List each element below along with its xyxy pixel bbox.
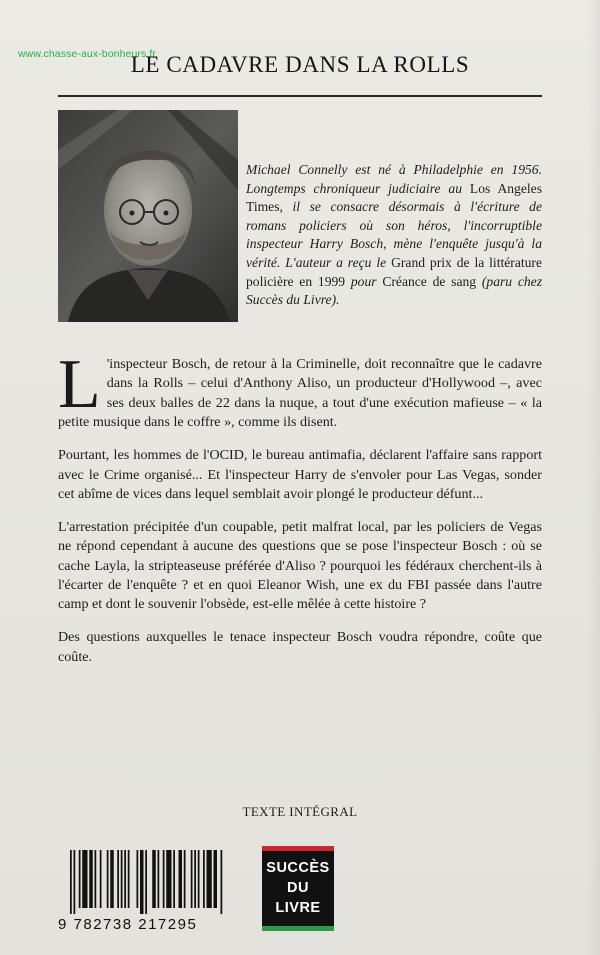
texte-integral-label: TEXTE INTÉGRAL bbox=[242, 804, 358, 819]
barcode-bar bbox=[79, 850, 81, 908]
cover-edge-shadow bbox=[586, 0, 600, 955]
barcode-bar bbox=[100, 850, 102, 908]
barcode-bar bbox=[137, 850, 139, 908]
barcode-bar bbox=[221, 850, 223, 914]
author-photo bbox=[58, 110, 238, 322]
logo-red-stripe bbox=[262, 846, 334, 851]
barcode-bar bbox=[128, 850, 130, 908]
barcode-bar bbox=[82, 850, 87, 908]
barcode-bar bbox=[74, 850, 76, 914]
barcode-bar bbox=[158, 850, 160, 908]
barcode-bar bbox=[163, 850, 165, 908]
barcode-bar bbox=[140, 850, 144, 914]
synopsis-paragraph-2: Pourtant, les hommes de l'OCID, le bureau antimafia, déclarent l'affaire sans rapport avec le Crime organisé... Et l'inspecteur Harry de s'envoler pour Las Vegas, sonder cet abîme de vices dans lequel semblait avoir plongé le producteur défunt... bbox=[58, 447, 542, 502]
bio-newspaper: Los Angeles Times bbox=[246, 180, 542, 215]
barcode-bar bbox=[152, 850, 156, 908]
barcode-bar bbox=[207, 850, 212, 908]
barcode-bar bbox=[89, 850, 93, 908]
barcode-bar bbox=[110, 850, 114, 908]
barcode-bar bbox=[166, 850, 171, 908]
logo-line-1: SUCCÈS bbox=[266, 860, 330, 876]
synopsis bbox=[58, 346, 542, 681]
bio-text-4: (paru chez Succès du Livre). bbox=[246, 273, 542, 308]
barcode-bar bbox=[95, 850, 97, 908]
logo-line-2: DU bbox=[287, 880, 309, 896]
barcode-bar bbox=[191, 850, 193, 908]
bio-text-1: Michael Connelly est né à Philadelphie en 1956. Longtemps chroniqueur judiciaire au bbox=[246, 162, 542, 196]
barcode-bar bbox=[194, 850, 196, 908]
title-divider bbox=[58, 95, 542, 97]
author-portrait-image bbox=[58, 110, 238, 322]
barcode-bars bbox=[56, 850, 226, 914]
barcode-bar bbox=[203, 850, 205, 908]
barcode-bar bbox=[214, 850, 218, 908]
logo-line-3: LIVRE bbox=[275, 900, 321, 916]
barcode-bar bbox=[198, 850, 200, 908]
barcode-bar bbox=[179, 850, 183, 908]
watermark-url: www.chasse-aux-bonheurs.fr bbox=[18, 48, 156, 60]
barcode-bar bbox=[70, 850, 72, 914]
barcode-bar bbox=[184, 850, 186, 908]
barcode-bar bbox=[145, 850, 147, 914]
logo-text bbox=[262, 858, 334, 918]
bio-award: Grand prix de la littérature policière en 1999 bbox=[246, 254, 542, 289]
author-bio bbox=[246, 161, 542, 310]
logo-green-stripe bbox=[262, 926, 334, 931]
barcode-bar bbox=[124, 850, 126, 908]
bio-text-2: , il se consacre désormais à l'écriture de romans policiers où son héros, l'incorruptible inspecteur Harry Bosch, mène l'enquête jusqu'à la vérité. L'auteur a reçu le bbox=[246, 199, 542, 270]
bio-text-3: pour bbox=[350, 273, 377, 289]
publisher-logo bbox=[262, 846, 334, 931]
isbn-number: 9 782738 217295 bbox=[58, 916, 198, 933]
bio-book-title: Créance de sang bbox=[382, 273, 477, 289]
synopsis-paragraph-4: Des questions auxquelles le tenace inspecteur Bosch voudra répondre, coûte que coûte. bbox=[58, 629, 542, 665]
barcode-bar bbox=[117, 850, 119, 908]
drop-cap: L bbox=[58, 346, 101, 423]
synopsis-paragraph-1 bbox=[58, 346, 542, 433]
book-title: LE CADAVRE DANS LA ROLLS bbox=[130, 52, 470, 77]
barcode-bar bbox=[121, 850, 123, 908]
synopsis-text-1: 'inspecteur Bosch, de retour à la Criminelle, doit reconnaître que le cadavre dans la Rolls – celui d'Anthony Aliso, un producteur d'Hollywood –, avec ses deux balles de 22 dans la nuque, a tout d'une exécution mafieuse – « la petite musique dans le coffre », comme ils disent. bbox=[58, 356, 542, 431]
barcode-bar bbox=[107, 850, 109, 908]
synopsis-paragraph-3: L'arrestation précipitée d'un coupable, petit malfrat local, par les policiers de Vegas ne répond cependant à aucune des questions que se pose l'inspecteur Bosch : où se cache Layla, la stripteaseuse préférée d'Aliso ? pourquoi les fédéraux cherchent-ils à l'écarter de l'enquête ? et en quoi Eleanor Wish, une ex du FBI passée dans l'autre camp et dont le souvenir l'obsède, est-elle mêlée à cette histoire ? bbox=[58, 518, 542, 613]
barcode-bar bbox=[173, 850, 175, 908]
